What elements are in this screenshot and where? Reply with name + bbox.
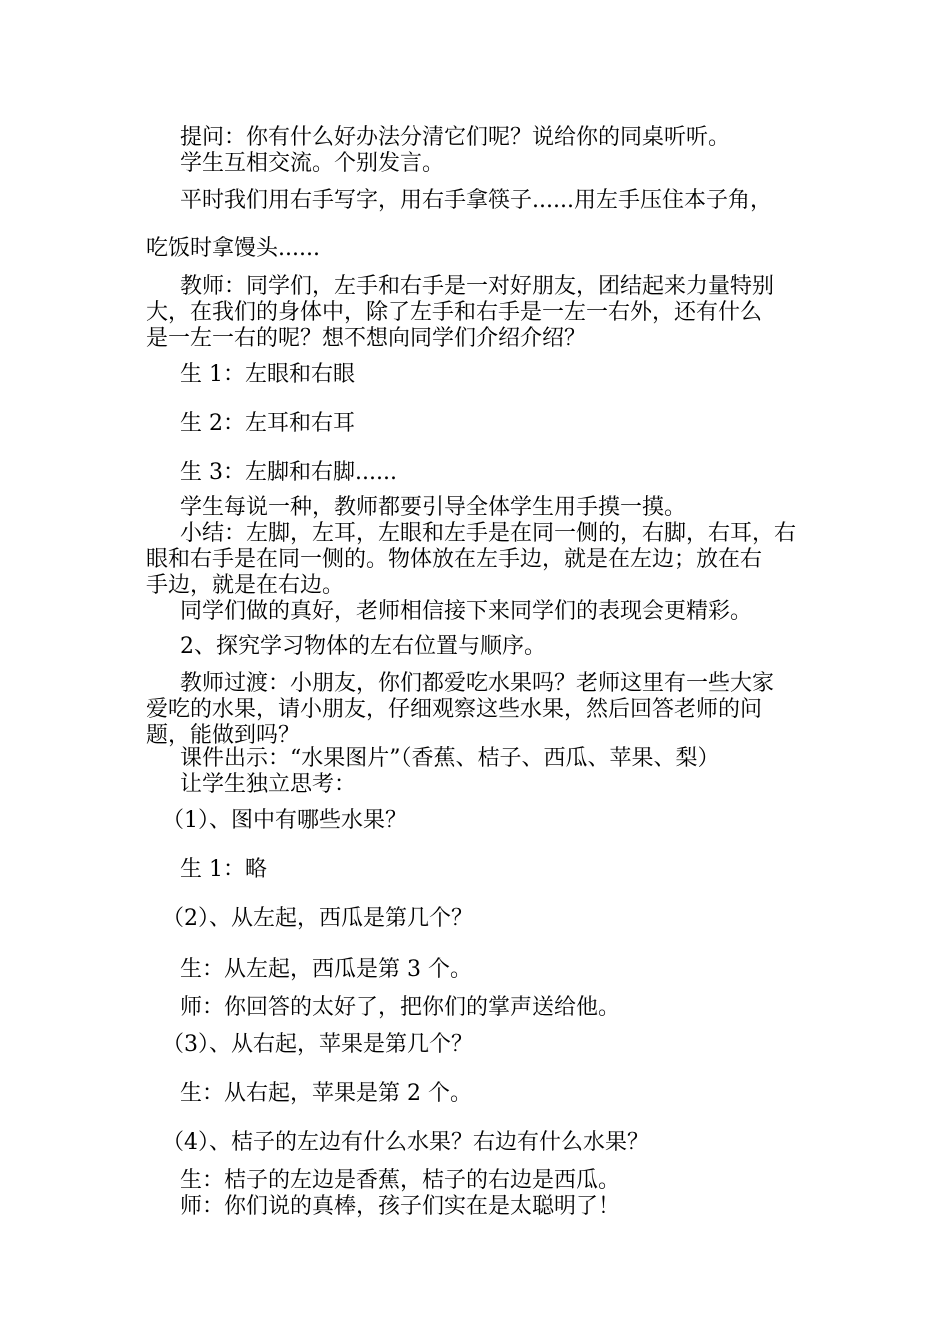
text-line: （1）、图中有哪些水果？ [162,808,407,833]
text-line: 大，在我们的身体中，除了左手和右手是一左一右外，还有什么 [146,300,763,325]
text-line: 学生每说一种，教师都要引导全体学生用手摸一摸。 [180,495,687,520]
text-line: 题，能做到吗？ [146,723,301,748]
text-line: 同学们做的真好，老师相信接下来同学们的表现会更精彩。 [180,599,753,624]
text-line: 生 3：左脚和右脚...... [180,460,397,485]
text-line: 2、探究学习物体的左右位置与顺序。 [180,634,546,659]
text-line: 生：从右起，苹果是第 2 个。 [180,1081,472,1106]
text-line: 让学生独立思考： [180,772,357,797]
text-line: 平时我们用右手写字，用右手拿筷子......用左手压住本子角， [180,188,772,213]
text-line: 眼和右手是在同一侧的。物体放在左手边，就是在左边；放在右 [146,547,763,572]
text-line: 生 1：左眼和右眼 [180,362,355,387]
text-line: 吃饭时拿馒头...... [146,236,320,261]
text-line: 师：你们说的真棒，孩子们实在是太聪明了！ [180,1194,621,1219]
text-line: 提问：你有什么好办法分清它们呢？说给你的同桌听听。 [180,125,731,150]
text-line: （2）、从左起，西瓜是第几个？ [162,906,473,931]
text-line: 生：从左起，西瓜是第 3 个。 [180,957,472,982]
text-line: 爱吃的水果，请小朋友，仔细观察这些水果，然后回答老师的问 [146,697,763,722]
text-line: 课件出示：“水果图片”（香蕉、桔子、西瓜、苹果、梨） [180,746,720,771]
text-line: 是一左一右的呢？想不想向同学们介绍介绍？ [146,326,587,351]
text-line: 小结：左脚，左耳，左眼和左手是在同一侧的，右脚，右耳，右 [180,521,797,546]
text-line: 生 1：略 [180,857,267,882]
text-line: 生：桔子的左边是香蕉，桔子的右边是西瓜。 [180,1168,621,1193]
text-line: 师：你回答的太好了，把你们的掌声送给他。 [180,995,621,1020]
text-line: （3）、从右起，苹果是第几个？ [162,1032,473,1057]
text-line: 生 2：左耳和右耳 [180,411,355,436]
text-line: 教师过渡：小朋友，你们都爱吃水果吗？老师这里有一些大家 [180,671,775,696]
text-line: 学生互相交流。个别发言。 [180,151,445,176]
text-line: 教师：同学们，左手和右手是一对好朋友，团结起来力量特别 [180,274,775,299]
text-line: 手边，就是在右边。 [146,573,345,598]
text-line: （4）、桔子的左边有什么水果？右边有什么水果？ [162,1130,649,1155]
